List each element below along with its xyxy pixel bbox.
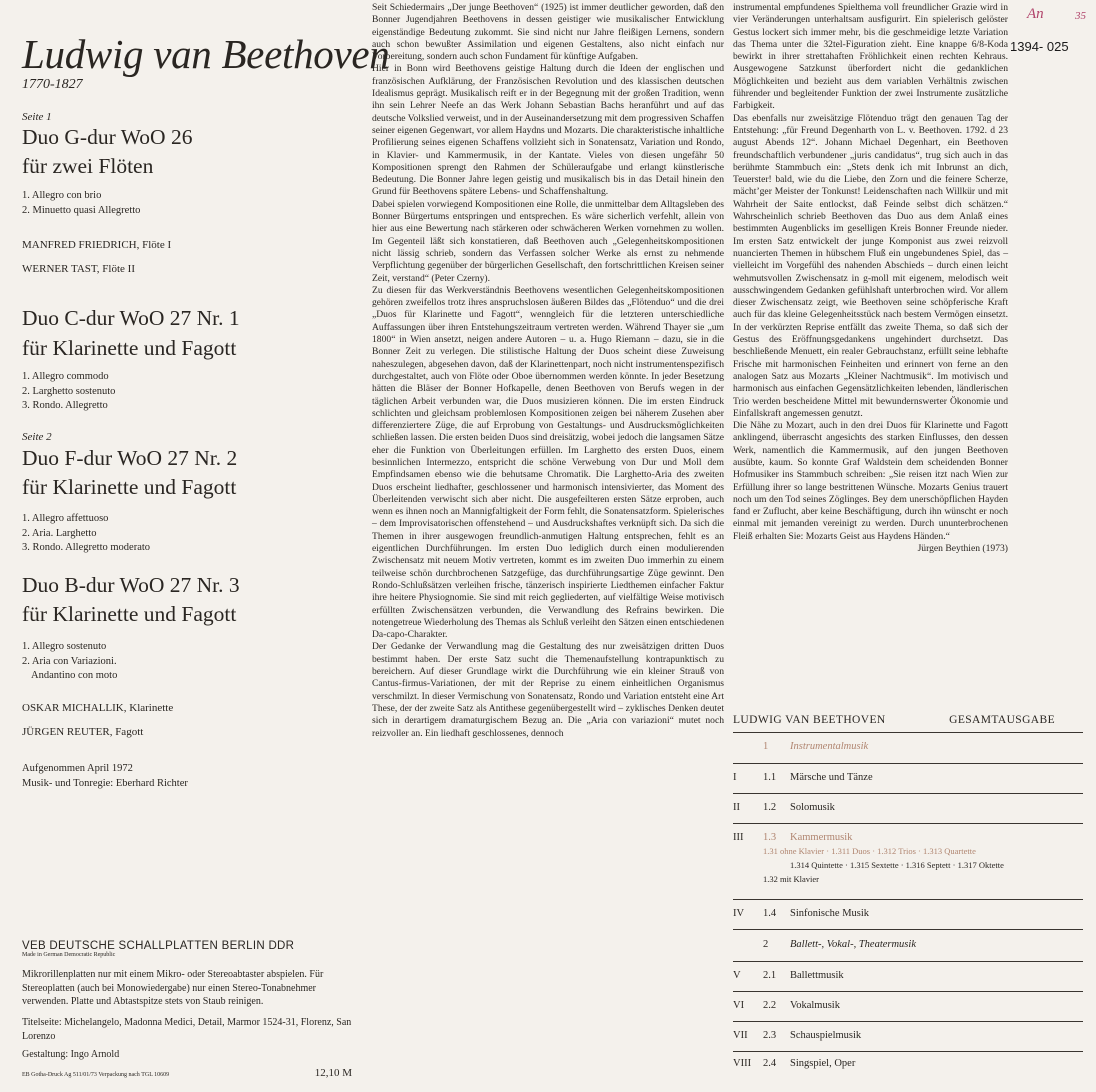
row-number: 2.4	[763, 1058, 777, 1069]
row-label: Ballettmusik	[790, 970, 844, 981]
movement: 1. Allegro sostenuto	[22, 641, 107, 652]
movement: 3. Rondo. Allegretto moderato	[22, 542, 151, 553]
liner-notes-continued	[733, 2, 1008, 555]
edition-row	[733, 764, 1083, 794]
row-label: Schauspielmusik	[790, 1030, 862, 1041]
row-number: 2.3	[763, 1030, 777, 1041]
row-label: Ballett-, Vokal-, Theatermusik	[790, 939, 916, 950]
row-label: Märsche und Tänze	[790, 772, 873, 783]
movement: 1. Allegro affettuoso	[22, 513, 109, 524]
recording-direction: Musik- und Tonregie: Eberhard Richter	[22, 777, 188, 789]
edition-row	[733, 992, 1083, 1022]
row-number: 2.2	[763, 1000, 777, 1011]
row-label: Kammermusik	[790, 832, 853, 843]
edition-header	[733, 714, 1083, 733]
row-roman: VI	[733, 1000, 745, 1011]
row-label: Sinfonische Musik	[790, 908, 870, 919]
movement: 2. Minuetto quasi Allegretto	[22, 204, 141, 216]
row-roman: I	[733, 772, 737, 783]
row-roman: IV	[733, 908, 745, 919]
edition-row	[733, 930, 1083, 962]
work-title: Duo B-dur WoO 27 Nr. 3	[22, 573, 240, 597]
essay-paragraph: Seit Schiedermairs „Der junge Beethoven“ (1925) ist immer deutlicher geworden, daß den Bonner Jugendjahren Beethovens in dessen geistiger wie musikalischer Entwicklung eigenständige Bedeutung zukommt. Sie sind nicht nur Jahre fleißigen Lernens, sondern auch schon bewußter Assimilation und eigenen Gestaltens, also nicht einfach nur Vorbereitung, sondern auch schon Fundament für künftige Aufgaben.	[372, 2, 724, 63]
row-roman: III	[733, 832, 744, 843]
work-subtitle: für Klarinette und Fagott	[22, 475, 237, 499]
edition-row	[733, 733, 1083, 764]
row-label: Instrumentalmusik	[790, 741, 869, 752]
composer-years: 1770-1827	[22, 77, 83, 92]
composer-title: Ludwig van Beethoven	[22, 31, 390, 77]
movement: Andantino con moto	[31, 670, 118, 681]
edition-row	[733, 962, 1083, 992]
work-title: Duo G-dur WoO 26	[22, 125, 193, 149]
performer: WERNER TAST, Flöte II	[22, 263, 135, 275]
row-number: 1	[763, 741, 769, 752]
row-roman: VII	[733, 1030, 748, 1041]
record-company: VEB DEUTSCHE SCHALLPLATTEN BERLIN DDR	[22, 940, 295, 952]
complete-edition-table	[733, 714, 1083, 1074]
handwritten-mark: An	[1027, 6, 1044, 22]
essay-paragraph: Der Gedanke der Verwandlung mag die Gestaltung des nur zweisätzigen dritten Duos bestimmt haben. Der erste Satz sucht die Themenaufstellung kontrapunktisch zu bereichern. Auf dieser Grundlage wirkt die Durchführung wie ein kleiner Strauß von Cantus-firmus-Variationen, der mit der Reprise zu einem einheitlichen Organismus verschmilzt. In dieser Vermischung von Sonatensatz, Rondo und Variation entsteht eine Art These, der der zweite Satz als Antithese gegenübergestellt wird – zyklisches Denken deutet sich in derartigem dramaturgischem Bezug an. Die „Aria con variazioni“ mutet noch reizvoller an. Ein liedhaft geschlossenes, dennoch	[372, 641, 724, 739]
essay-paragraph: Dabei spielen vorwiegend Kompositionen eine Rolle, die unmittelbar dem Alltagsleben des Bonner Bürgertums entspringen und entsprechen. Es wäre sicherlich verfehlt, allein von hier aus eine Bewertung nach stärkeren oder schwächeren Werken vornehmen zu wollen. Im Gegenteil läßt sich konstatieren, daß Beethoven auch „Gelegenheitskompositionen nicht lässig schrieb, sondern das Verfassen solcher Werke als ernst zu nehmende Verpflichtung gegenüber der bürgerlichen Gesellschaft, den fortschrittlichen Kreisen seiner Zeit, verstand“ (Peter Czerny).	[372, 198, 724, 284]
work-subtitle: für zwei Flöten	[22, 154, 154, 178]
chamber-subsections: 1.32 mit Klavier	[763, 874, 819, 884]
work-title: Duo F-dur WoO 27 Nr. 2	[22, 446, 238, 470]
chamber-subsections: 1.314 Quintette · 1.315 Sextette · 1.316 Septett · 1.317 Oktette	[790, 860, 1004, 870]
movement: 1. Allegro con brio	[22, 190, 102, 201]
edition-label: GESAMTAUSGABE	[949, 714, 1055, 726]
work-subtitle: für Klarinette und Fagott	[22, 602, 237, 626]
essay-paragraph: Das ebenfalls nur zweisätzige Flötenduo trägt den genauen Tag der Entstehung: „für Freund Degenharth von L. v. Beethoven. 1792. d 23 august Abends 12“. Johann Michael Degenhart, ein Beethoven freundschaftlich verbundener „juris candidatus“, trug sich auch in das berühmte Stammbuch ein: „Stets denk ich mit Inbrunst an dich, Teuerster! bald, wie du die Liebe, den Zorn und die feinere Scherze, mächt’ger Meister der Tonkunst! Leidenschaften nach Willkür und mit Wahrheit der Saite entlockst, daß Feinde selbst dich schätzen.“ Wahrscheinlich schrieb Beethoven das Duo aus dem Anlaß eines bestimmten Augenblicks im geselligen Kreis Bonner Freunde nieder. Im ersten Satz entwickelt der junge Komponist aus zwei reizvoll nuancierten Themen in hübschem Fluß ein ungebundenes Spiel, das – vielleicht im Vorgefühl des nahenden Abschieds – durch einen leicht wehmutsvollen Zwischensatz in g-moll mit eigenem, melodisch weit ausschwingendem Gedanken gefühlshaft unterbrochen wird. Vor allem dieser Zwischensatz zeigt, wie Beethoven seine schöpferische Kraft auch für das kleine Gelegenheitsstück nach bestem Vermögen einsetzt. In der verkürzten Reprise entfällt das zweite Thema, so daß sich der Gestus des Eröffnungsgedankens ungehindert durchsetzt. Das beschließende Menuett, ein realer Gebrauchstanz, erfüllt seine lebhafte Frische mit harmonischen Feinheiten und erinnert von ferne an den analogen Satz aus Mozarts „Kleiner Nachtmusik“. Im motivisch und harmonisch aus einfachen Gegensätzlichkeiten lebenden, ländlerischen Trio werden bescheidene Mittel mit bewundernswerter Ökonomie und Einfallskraft angemessen genutzt.	[733, 112, 1008, 419]
row-roman: VIII	[733, 1058, 752, 1069]
movement: 1. Allegro commodo	[22, 371, 109, 382]
essay-paragraph: Die Nähe zu Mozart, auch in den drei Duos für Klarinette und Fagott anklingend, überrascht angesichts des starken Einflusses, den dessen Werk, namentlich die Kammermusik, auf den jungen Beethoven ausübte, kaum. So konnte Graf Waldstein dem scheidenden Bonner Hofmusiker ins Stammbuch schreiben: „Sie reisen itzt nach Wien zur Erfüllung ihrer so lange bestrittenen Wünsche. Mozarts Genius trauert noch um den Tod seines Zöglinges. Bey dem unerschöpflichen Hayden fand er Zuflucht, aber keine Beschäftigung, durch ihn wünscht er noch einmal mit jemanden vereinigt zu werden. Durch ununterbrochenen Fleiß erhalten Sie: Mozarts Geist aus Haydens Händen.“	[733, 420, 1008, 542]
row-number: 1.1	[763, 772, 777, 783]
edition-composer: LUDWIG VAN BEETHOVEN	[733, 714, 886, 726]
row-label: Vokalmusik	[790, 1000, 840, 1011]
price: 12,10 M	[314, 1067, 352, 1079]
row-roman: V	[733, 970, 741, 981]
row-number: 2	[763, 939, 769, 950]
row-number: 1.3	[763, 832, 777, 843]
handwritten-number: 35	[1075, 10, 1086, 22]
row-label: Singspiel, Oper	[790, 1058, 856, 1069]
row-roman: II	[733, 802, 740, 813]
movement: 2. Larghetto sostenuto	[22, 385, 116, 397]
row-label: Solomusik	[790, 802, 835, 813]
print-info: EB Gotha-Druck Ag 511/01/73 Verpackung nach TGL 10609	[22, 1072, 170, 1078]
row-number: 1.4	[763, 908, 777, 919]
row-number: 1.2	[763, 802, 777, 813]
performer: MANFRED FRIEDRICH, Flöte I	[22, 239, 172, 251]
edition-row	[733, 1052, 1083, 1074]
edition-row	[733, 900, 1083, 930]
essay-author: Jürgen Beythien (1973)	[917, 543, 1008, 555]
movement: 2. Aria con Variazioni.	[22, 655, 117, 667]
edition-row	[733, 794, 1083, 824]
essay-paragraph: Zu diesen für das Werkverständnis Beethovens wesentlichen Gelegenheitskompositionen gehören zweifellos trotz ihres anspruchslosen äußeren Bildes das „Flötenduo“ und die drei „Duos für Klarinette und Fagott“, wenngleich für die letzteren unterschiedliche Auffassungen über ihren Entstehungszeitraum vertreten werden. Während Thayer sie „um 1800“ in Wien ansetzt, neigen andere Autoren – u. a. Hugo Riemann – dazu, sie in die Bonner Zeit zu verlegen. Die stilistische Haltung der Duos scheint diese Zuweisung naheszulegen, abgesehen davon, daß der Klarinettenpart, noch nicht instrumentenspezifisch durchgestaltet, auch von Flöte oder Oboe übernommen werden könnte. In jeder Besetzung hätten die Bläser der Bonner Hofkapelle, denen Beethoven von Berufs wegen in der täglichen Arbeit verbunden war, die Duos musizieren können. Die im ersten Eindruck schlichten und gleichsam problemlosen Kompositionen zeigen bei näherem Zusehen aber differenziertere Züge, die auf Erprobung von Gestaltungs- und Ausdrucksmöglichkeiten schließen lassen. Die ersten beiden Duos sind dreisätzig, wobei jedoch die langsamen Sätze eher die Funktion von Überleitungen erfüllen. Im Larghetto des ersten Duos, einem besinnlichen Intermezzo, entspricht die schöne Verwebung von Dur und Moll dem Empfindsamen ebenso wie die behutsame Chromatik. Die Larghetto-Aria des zweiten Duos erscheint liedhafter, geschlossener und harmonisch intensivierter, das Moment des Überleitenden verwischt sich aber nicht. Die ausgefeilteren ersten Sätze erproben, auch wenn es ihnen noch an Mannigfaltigkeit der Form fehlt, die Sonatensatzform. Spielerisches – dem Improvisatorischen offenstehend – und Ausdruckshaftes verknüpft sich. Da sich die Themen in ihrer ausgewogen freundlich-anmutigen Haltung entsprechen, fehlt es an eigentlichen Durchführungen. Im ersten Duo lediglich durch einen modulierenden Zwischensatz mit neuem Motiv vertreten, kommt es im zweiten Duo immerhin zu einem teilweise schön durchbrochenen Satzgefüge, das durchführungsartige Züge gewinnt. Den Rondo-Schlußsätzen verleihen frische, tänzerisch inspirierte Liedthemen einfacher Faktur ihre heitere Physiognomie. Sie sind mit reich gegliederten, auf vielfältige Weise motivisch erfüllten Zwischensätzen verbunden, die Verwandlung des Refrains bewirken. Die notengetreue Wiederholung des Themas als Schluß verleiht den Sätzen einen entschiedenen Da-capo-Charakter.	[372, 284, 724, 641]
playback-notice: Mikrorillenplatten nur mit einem Mikro- oder Stereoabtaster abspielen. Für Stereoplatten (auch bei Monowiedergabe) nur einen Stereo-Tonabnehmer verwenden. Platte und Abtastspitze stets von Staub reinigen.	[22, 969, 324, 1007]
cover-credit: Titelseite: Michelangelo, Madonna Medici, Detail, Marmor 1524-31, Florenz, San Lorenzo	[22, 1017, 352, 1042]
side-label: Seite 1	[22, 111, 52, 123]
chamber-subsections: 1.31 ohne Klavier · 1.311 Duos · 1.312 Trios · 1.313 Quartette	[763, 846, 976, 856]
made-in: Made in German Democratic Republic	[22, 952, 116, 958]
essay-paragraph: instrumental empfundenes Spielthema voll freundlicher Grazie wird in vier Veränderungen unterhaltsam ausfigurirt. Ein spielerisch gelöster Gestus lockert sich immer mehr, bis die geschmeidige letzte Variation das Thema unter die 32tel-Figuration zieht. Eine knappe 6/8-Koda bewirkt in ihrer strettahaften Fröhlichkeit einen rechten Kehraus. Ausgewogene Satzkunst überfordert nicht die gedanklichen Möglichkeiten und bezieht aus dem variablen Verhältnis zwischen führender und begleitender Funktion der zwei Instrumente zusätzliche Farbigkeit.	[733, 2, 1008, 112]
movement: 3. Rondo. Allegretto	[22, 400, 108, 411]
work-title: Duo C-dur WoO 27 Nr. 1	[22, 306, 240, 330]
edition-row	[733, 824, 1083, 900]
recording-date: Aufgenommen April 1972	[22, 763, 133, 774]
edition-row	[733, 1022, 1083, 1052]
work-subtitle: für Klarinette und Fagott	[22, 336, 237, 360]
side-label: Seite 2	[22, 431, 52, 443]
essay-paragraph: Hier in Bonn wird Beethovens geistige Haltung durch die Ideen der englischen und französischen Aufklärung, der Französischen Revolution und des klassischen deutschen Idealismus geprägt. Musikalisch reift er in der Begegnung mit der großen Tradition, wenn ihn sein Lehrer Neefe an das Werk Johann Sebastian Bachs heranführt und auf das deutsche Volkslied verweist, und in der Auseinandersetzung mit dem progressiven Schaffen seiner eigenen Gegenwart, vor allem Haydns und Mozarts. Die charakteristische inhaltliche Profilierung seines eigenen Schaffens vollzieht sich in Sonatensatz, Variation und Rondo, in Klavier- und Kammermusik, in der Kantate. Vieles von diesen ungefähr 50 Kompositionen sprengt den Rahmen der Schüleraufgabe und erlangt künstlerische Bedeutung. Die Bonner Jahre legen geistig und musikalisch bis in das Detail hinein den Grund für Beethovens spätere Lebens- und Schaffenshaltung.	[372, 63, 724, 198]
liner-notes-column	[372, 2, 724, 740]
movement: 2. Aria. Larghetto	[22, 527, 97, 539]
catalog-stamp: 1394- 025	[1010, 39, 1069, 54]
design-credit: Gestaltung: Ingo Arnold	[22, 1049, 120, 1060]
row-number: 2.1	[763, 970, 777, 981]
performer: JÜRGEN REUTER, Fagott	[22, 726, 144, 738]
performer: OSKAR MICHALLIK, Klarinette	[22, 702, 174, 714]
